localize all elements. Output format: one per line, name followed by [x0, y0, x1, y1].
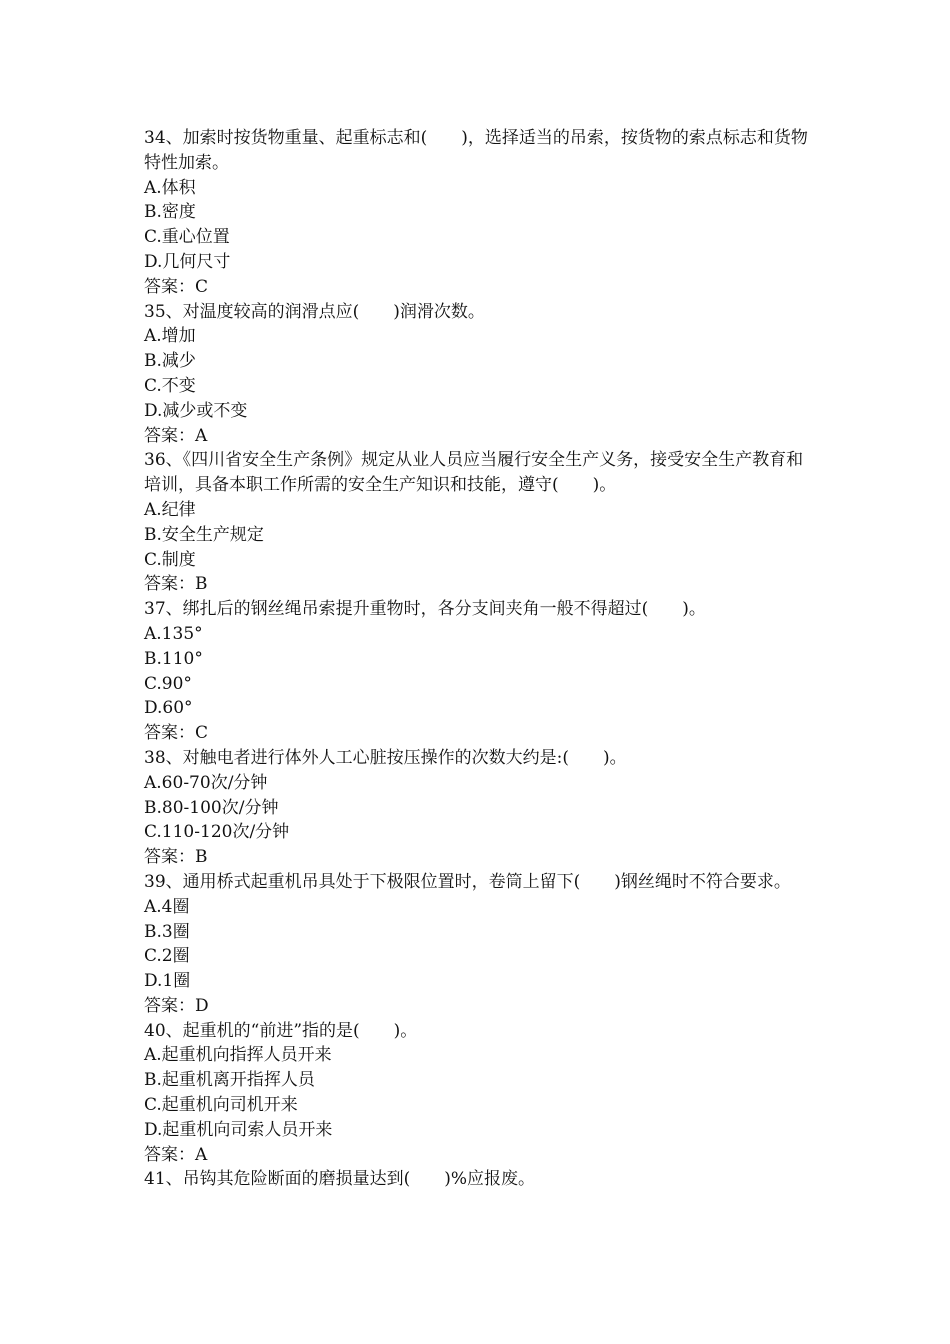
option-d: D.几何尺寸 [144, 251, 231, 272]
question-40 [144, 1019, 814, 1168]
option-a: A.4圈 [144, 896, 190, 917]
option-a: A.增加 [144, 326, 196, 347]
option-d: D.减少或不变 [144, 400, 248, 421]
option-b: B.3圈 [144, 921, 190, 942]
answer: 答案：D [144, 995, 209, 1016]
question-text: 40、起重机的“前进”指的是( )。 [144, 1020, 418, 1041]
answer: 答案：A [144, 425, 208, 446]
question-41 [144, 1167, 814, 1192]
question-text: 37、绑扎后的钢丝绳吊索提升重物时，各分支间夹角一般不得超过( )。 [144, 599, 706, 620]
option-b: B.密度 [144, 202, 196, 223]
option-c: C.重心位置 [144, 227, 230, 248]
question-text: 39、通用桥式起重机吊具处于下极限位置时，卷筒上留下( )钢丝绳时不符合要求。 [144, 871, 791, 892]
option-b: B.起重机离开指挥人员 [144, 1070, 315, 1091]
option-b: B.安全生产规定 [144, 524, 264, 545]
question-35 [144, 300, 814, 449]
question-text: 38、对触电者进行体外人工心脏按压操作的次数大约是:( )。 [144, 747, 627, 768]
question-text: 34、加索时按货物重量、起重标志和( )，选择适当的吊索，按货物的索点标志和货物特性加索。 [144, 128, 808, 173]
question-34 [144, 126, 814, 300]
option-a: A.135° [144, 623, 203, 644]
question-37 [144, 597, 814, 746]
option-b: B.80-100次/分钟 [144, 797, 279, 818]
option-d: D.1圈 [144, 971, 191, 992]
option-b: B.110° [144, 648, 203, 669]
question-39 [144, 870, 814, 1019]
option-a: A.起重机向指挥人员开来 [144, 1045, 332, 1066]
option-d: D.60° [144, 698, 193, 719]
option-a: A.体积 [144, 177, 196, 198]
option-b: B.减少 [144, 351, 196, 372]
option-c: C.制度 [144, 549, 196, 570]
question-38 [144, 746, 814, 870]
option-d: D.起重机向司索人员开来 [144, 1119, 333, 1140]
answer: 答案：C [144, 723, 209, 744]
question-36 [144, 448, 814, 597]
question-text: 41、吊钩其危险断面的磨损量达到( )%应报废。 [144, 1169, 536, 1190]
question-list [144, 126, 814, 1192]
option-c: C.起重机向司机开来 [144, 1095, 298, 1116]
option-c: C.不变 [144, 375, 196, 396]
question-text: 36、《四川省安全生产条例》规定从业人员应当履行安全生产义务，接受安全生产教育和培训，具备本职工作所需的安全生产知识和技能，遵守( )。 [144, 450, 804, 496]
answer: 答案：C [144, 276, 209, 297]
option-a: A.60-70次/分钟 [144, 772, 268, 793]
answer: 答案：B [144, 574, 208, 595]
option-c: C.90° [144, 673, 192, 694]
question-text: 35、对温度较高的润滑点应( )润滑次数。 [144, 301, 485, 322]
option-c: C.2圈 [144, 946, 190, 967]
option-a: A.纪律 [144, 499, 196, 520]
answer: 答案：A [144, 1144, 208, 1165]
answer: 答案：B [144, 847, 208, 868]
option-c: C.110-120次/分钟 [144, 822, 290, 843]
